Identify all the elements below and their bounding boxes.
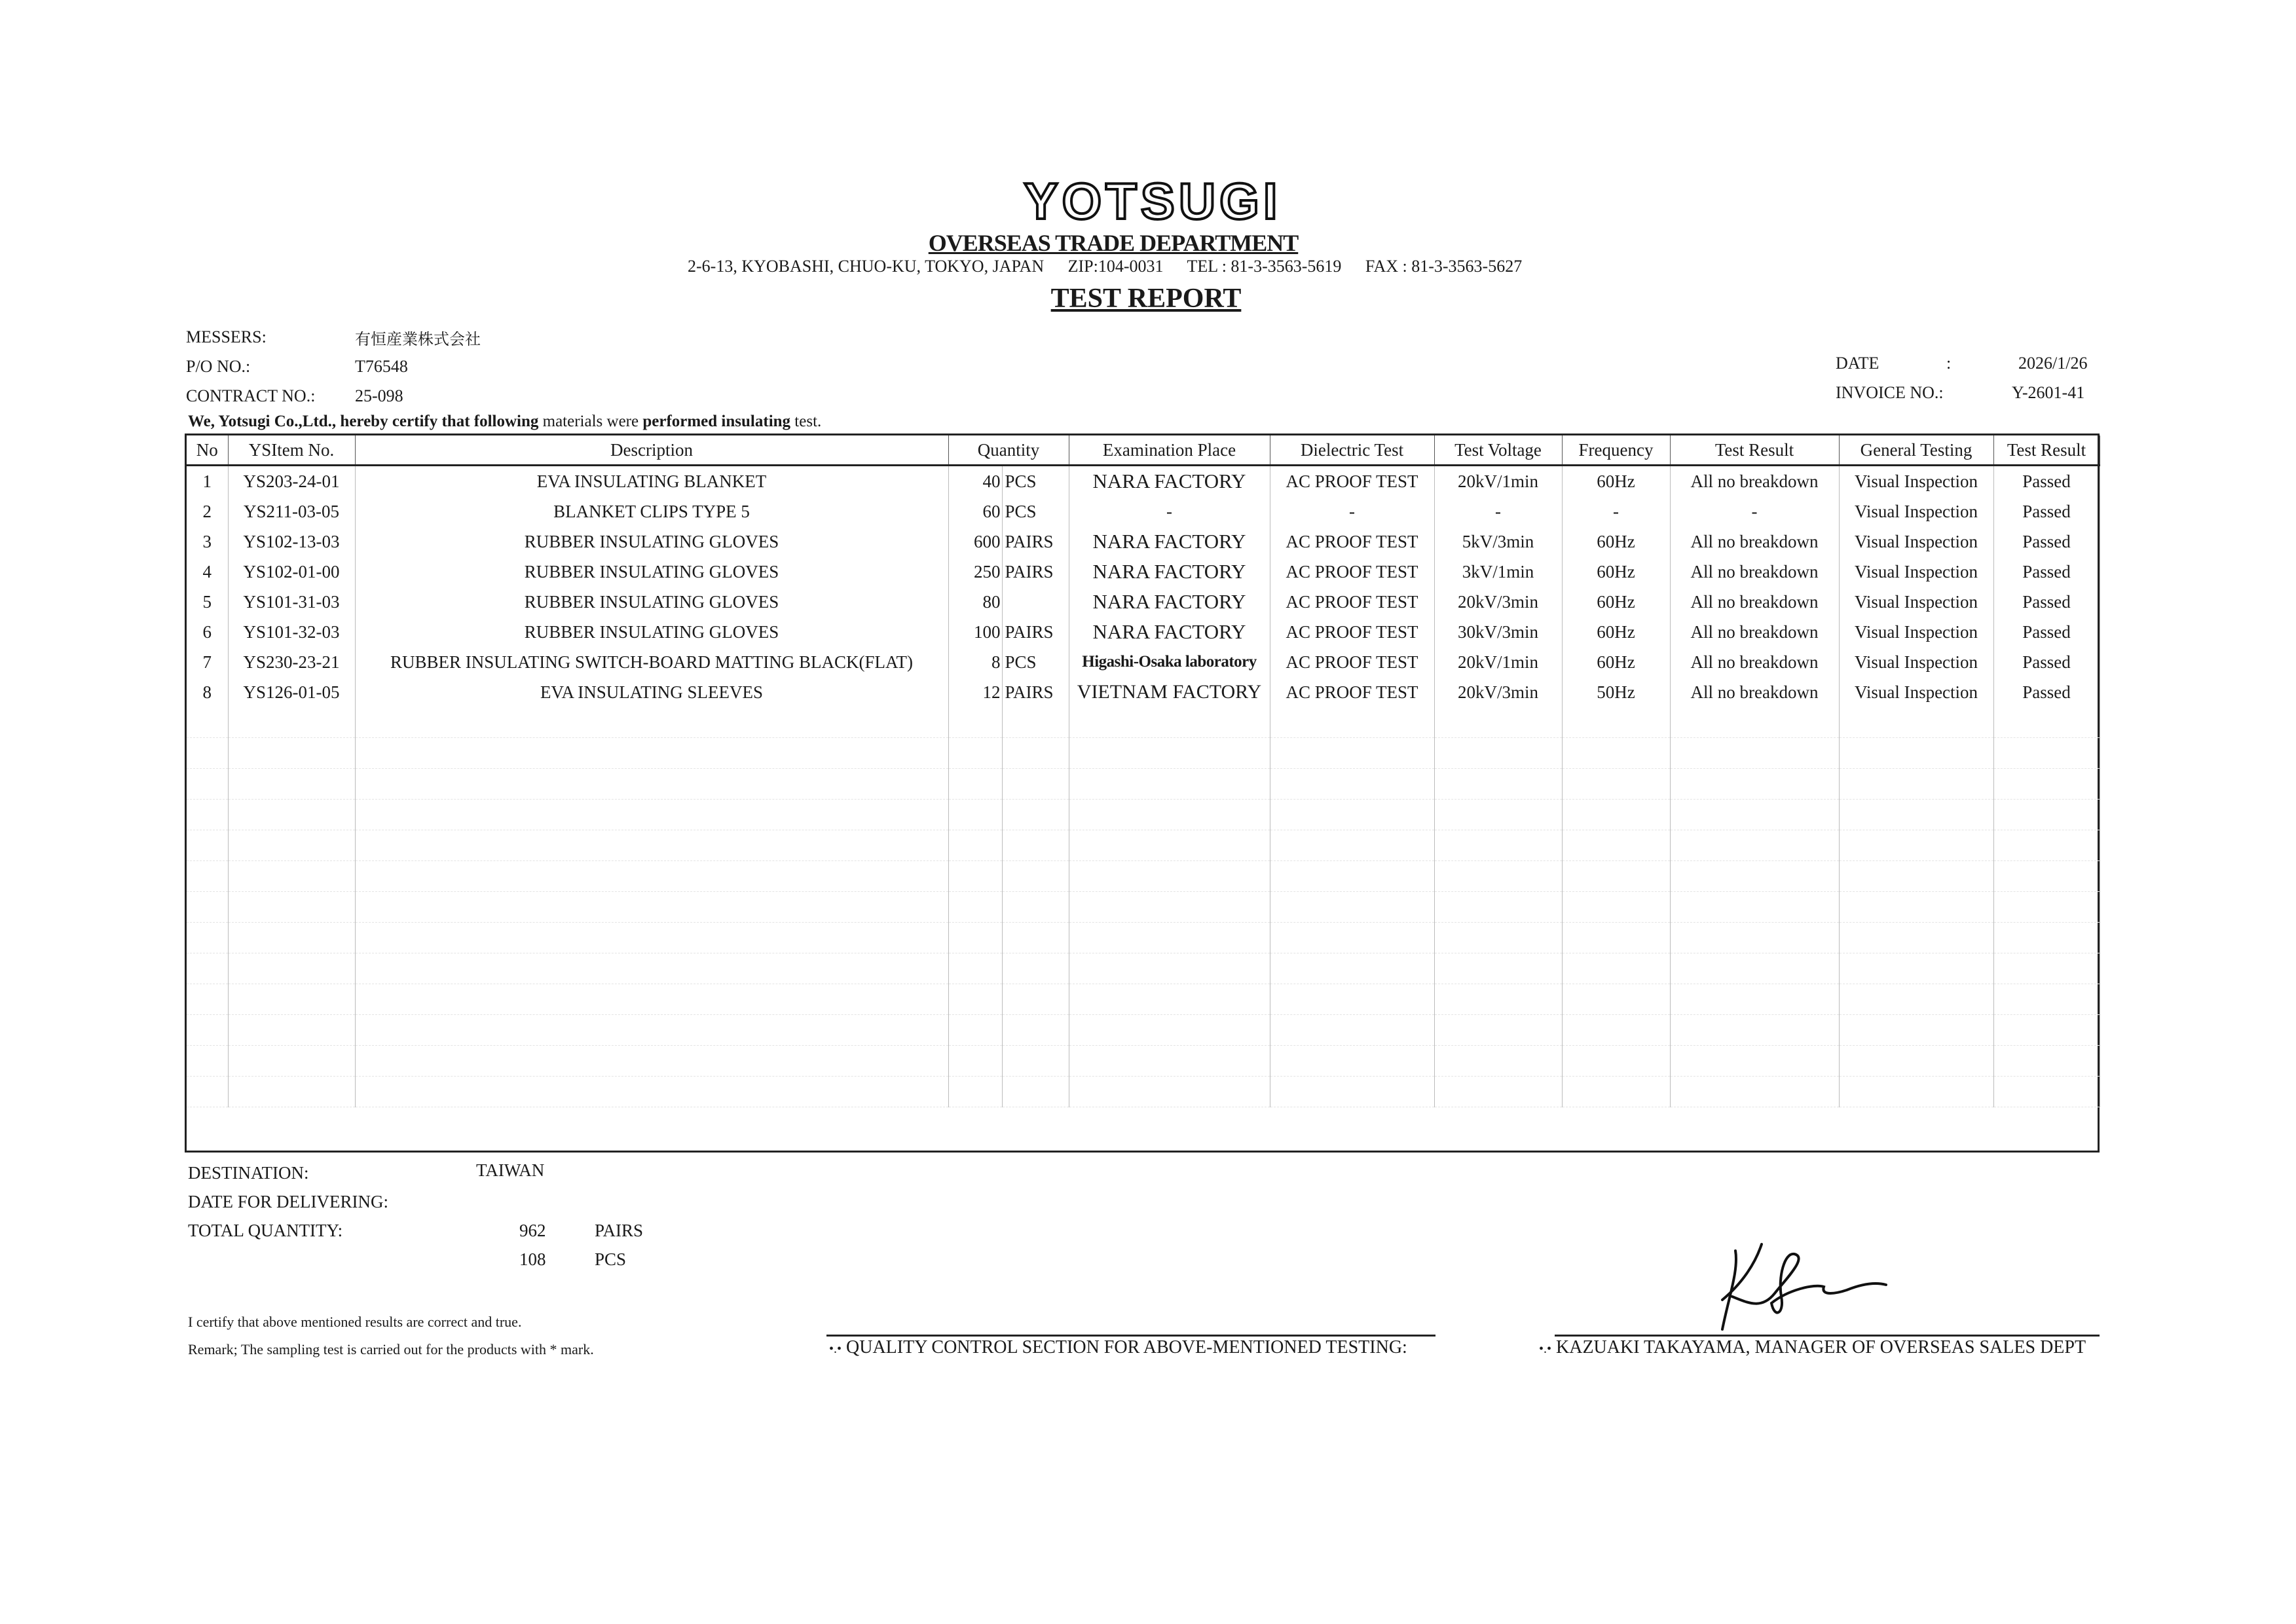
col-header-test-result-2: Test Result — [1993, 435, 2100, 466]
row-item-no: YS211-03-05 — [228, 496, 355, 526]
po-value: T76548 — [355, 357, 408, 376]
delivery-date-label: DATE FOR DELIVERING: — [188, 1192, 388, 1211]
empty-row — [187, 861, 2100, 892]
row-item-no: YS126-01-05 — [228, 677, 355, 707]
row-unit: PAIRS — [1002, 617, 1069, 647]
row-final-result: Passed — [1993, 496, 2100, 526]
empty-row — [187, 892, 2100, 923]
row-dielectric-test: AC PROOF TEST — [1270, 647, 1434, 677]
row-frequency: 60Hz — [1562, 647, 1670, 677]
row-quantity: 600 — [948, 526, 1002, 557]
row-description: EVA INSULATING SLEEVES — [355, 677, 948, 707]
certify-part-3: performed insulating — [642, 413, 791, 430]
row-test-result: All no breakdown — [1670, 617, 1839, 647]
total-quantity-label: TOTAL QUANTITY: — [188, 1221, 343, 1240]
table-row — [187, 647, 2100, 677]
row-general-testing: Visual Inspection — [1839, 526, 1993, 557]
table-row — [187, 557, 2100, 587]
logo-wordmark: YOTSUGI — [1024, 175, 1282, 228]
row-general-testing: Visual Inspection — [1839, 617, 1993, 647]
date-label: DATE — [1836, 354, 1879, 373]
total-pcs-value: 108 — [519, 1249, 546, 1269]
row-final-result: Passed — [1993, 587, 2100, 617]
row-examination-place: VIETNAM FACTORY — [1069, 677, 1270, 707]
row-test-result: All no breakdown — [1670, 466, 1839, 497]
row-quantity: 8 — [948, 647, 1002, 677]
row-examination-place: NARA FACTORY — [1069, 587, 1270, 617]
row-dielectric-test: AC PROOF TEST — [1270, 557, 1434, 587]
row-description: RUBBER INSULATING GLOVES — [355, 587, 948, 617]
row-description: BLANKET CLIPS TYPE 5 — [355, 496, 948, 526]
qc-section-text: QUALITY CONTROL SECTION FOR ABOVE-MENTIONED TESTING: — [846, 1337, 1407, 1357]
row-general-testing: Visual Inspection — [1839, 647, 1993, 677]
row-item-no: YS101-32-03 — [228, 617, 355, 647]
row-description: RUBBER INSULATING GLOVES — [355, 617, 948, 647]
row-no: 1 — [187, 466, 228, 497]
col-header-dielectric-test: Dielectric Test — [1270, 435, 1434, 466]
contract-value: 25-098 — [355, 386, 403, 405]
row-test-result: All no breakdown — [1670, 587, 1839, 617]
row-final-result: Passed — [1993, 617, 2100, 647]
total-pairs-unit: PAIRS — [595, 1221, 644, 1240]
empty-row — [187, 1046, 2100, 1077]
table-row — [187, 496, 2100, 526]
row-general-testing: Visual Inspection — [1839, 587, 1993, 617]
col-header-description: Description — [355, 435, 948, 466]
row-general-testing: Visual Inspection — [1839, 557, 1993, 587]
manager-signature-line — [1555, 1335, 2100, 1337]
col-header-quantity: Quantity — [948, 435, 1069, 466]
table-row — [187, 526, 2100, 557]
page-title: TEST REPORT — [1050, 284, 1242, 314]
row-general-testing: Visual Inspection — [1839, 677, 1993, 707]
handwritten-signature — [1709, 1238, 1893, 1336]
row-frequency: 60Hz — [1562, 557, 1670, 587]
row-test-result: All no breakdown — [1670, 526, 1839, 557]
row-unit — [1002, 587, 1069, 617]
row-dielectric-test: AC PROOF TEST — [1270, 466, 1434, 497]
col-header-item: YSItem No. — [228, 435, 355, 466]
row-test-voltage: 30kV/3min — [1434, 617, 1562, 647]
row-test-result: All no breakdown — [1670, 677, 1839, 707]
col-header-general-testing: General Testing — [1839, 435, 1993, 466]
row-examination-place: - — [1069, 496, 1270, 526]
row-frequency: 60Hz — [1562, 617, 1670, 647]
row-frequency: 60Hz — [1562, 526, 1670, 557]
row-dielectric-test: AC PROOF TEST — [1270, 677, 1434, 707]
row-item-no: YS102-13-03 — [228, 526, 355, 557]
row-no: 2 — [187, 496, 228, 526]
row-quantity: 60 — [948, 496, 1002, 526]
test-report-table — [185, 434, 2100, 1153]
empty-row — [187, 830, 2100, 861]
contract-label: CONTRACT NO.: — [186, 386, 316, 405]
row-item-no: YS101-31-03 — [228, 587, 355, 617]
row-description: RUBBER INSULATING GLOVES — [355, 557, 948, 587]
certify-note: I certify that above mentioned results are correct and true. — [188, 1314, 522, 1330]
invoice-label: INVOICE NO.: — [1836, 383, 1944, 402]
invoice-value: Y-2601-41 — [2012, 383, 2085, 402]
department-name: OVERSEAS TRADE DEPARTMENT — [928, 230, 1299, 256]
col-header-no: No — [187, 435, 228, 466]
row-test-voltage: 20kV/1min — [1434, 466, 1562, 497]
row-test-voltage: 20kV/1min — [1434, 647, 1562, 677]
destination-label: DESTINATION: — [188, 1163, 309, 1183]
qc-signature-line — [826, 1335, 1435, 1337]
empty-row — [187, 707, 2100, 738]
row-test-result: All no breakdown — [1670, 557, 1839, 587]
row-final-result: Passed — [1993, 677, 2100, 707]
row-item-no: YS230-23-21 — [228, 647, 355, 677]
date-separator: : — [1946, 354, 1952, 373]
row-test-voltage: 20kV/3min — [1434, 587, 1562, 617]
row-description: EVA INSULATING BLANKET — [355, 466, 948, 497]
row-no: 5 — [187, 587, 228, 617]
row-test-result: All no breakdown — [1670, 647, 1839, 677]
row-unit: PAIRS — [1002, 526, 1069, 557]
fax: FAX : 81-3-3563-5627 — [1365, 257, 1523, 276]
col-header-test-voltage: Test Voltage — [1434, 435, 1562, 466]
certify-part-2: materials were — [538, 413, 643, 430]
col-header-frequency: Frequency — [1562, 435, 1670, 466]
messers-value: 有恒産業株式会社 — [355, 330, 481, 348]
row-dielectric-test: AC PROOF TEST — [1270, 526, 1434, 557]
empty-row — [187, 1107, 2100, 1108]
certify-part-1: We, Yotsugi Co.,Ltd., hereby certify that following — [188, 413, 539, 430]
row-examination-place: NARA FACTORY — [1069, 557, 1270, 587]
total-pairs-value: 962 — [519, 1221, 546, 1240]
empty-row — [187, 1015, 2100, 1046]
total-pcs-unit: PCS — [595, 1249, 627, 1269]
yotsugi-logo — [1022, 175, 1284, 228]
date-value: 2026/1/26 — [2018, 354, 2088, 373]
row-description: RUBBER INSULATING SWITCH-BOARD MATTING BLACK(FLAT) — [355, 647, 948, 677]
zip-code: ZIP:104-0031 — [1067, 257, 1164, 276]
row-unit: PCS — [1002, 466, 1069, 497]
row-quantity: 40 — [948, 466, 1002, 497]
qc-section-caption — [829, 1337, 1407, 1358]
empty-row — [187, 738, 2100, 769]
row-frequency: 60Hz — [1562, 466, 1670, 497]
empty-row — [187, 923, 2100, 953]
row-quantity: 100 — [948, 617, 1002, 647]
row-no: 6 — [187, 617, 228, 647]
row-test-voltage: - — [1434, 496, 1562, 526]
telephone: TEL : 81-3-3563-5619 — [1187, 257, 1342, 276]
row-unit: PCS — [1002, 647, 1069, 677]
row-quantity: 12 — [948, 677, 1002, 707]
col-header-examination-place: Examination Place — [1069, 435, 1270, 466]
empty-row — [187, 984, 2100, 1015]
table-row — [187, 677, 2100, 707]
row-frequency: - — [1562, 496, 1670, 526]
row-general-testing: Visual Inspection — [1839, 496, 1993, 526]
row-no: 7 — [187, 647, 228, 677]
empty-row — [187, 1077, 2100, 1107]
row-examination-place: NARA FACTORY — [1069, 526, 1270, 557]
destination-value: TAIWAN — [476, 1160, 545, 1180]
manager-caption — [1539, 1337, 2100, 1358]
empty-row — [187, 769, 2100, 800]
row-item-no: YS102-01-00 — [228, 557, 355, 587]
qc-bullet: •.• — [829, 1342, 842, 1356]
row-quantity: 80 — [948, 587, 1002, 617]
row-frequency: 50Hz — [1562, 677, 1670, 707]
row-unit: PCS — [1002, 496, 1069, 526]
po-label: P/O NO.: — [186, 357, 251, 376]
empty-row — [187, 953, 2100, 984]
row-item-no: YS203-24-01 — [228, 466, 355, 497]
certify-part-4: test. — [790, 413, 822, 430]
row-final-result: Passed — [1993, 557, 2100, 587]
row-quantity: 250 — [948, 557, 1002, 587]
row-unit: PAIRS — [1002, 557, 1069, 587]
row-examination-place: NARA FACTORY — [1069, 617, 1270, 647]
table-row — [187, 587, 2100, 617]
row-unit: PAIRS — [1002, 677, 1069, 707]
row-test-voltage: 20kV/3min — [1434, 677, 1562, 707]
row-test-voltage: 5kV/3min — [1434, 526, 1562, 557]
row-general-testing: Visual Inspection — [1839, 466, 1993, 497]
manager-bullet: •.• — [1539, 1342, 1552, 1356]
row-no: 3 — [187, 526, 228, 557]
certification-statement — [188, 413, 821, 431]
table-row — [187, 466, 2100, 497]
col-header-test-result: Test Result — [1670, 435, 1839, 466]
table-row — [187, 617, 2100, 647]
table-header-row — [187, 435, 2100, 466]
row-test-voltage: 3kV/1min — [1434, 557, 1562, 587]
company-address — [688, 257, 1542, 276]
row-dielectric-test: AC PROOF TEST — [1270, 587, 1434, 617]
row-description: RUBBER INSULATING GLOVES — [355, 526, 948, 557]
row-test-result: - — [1670, 496, 1839, 526]
street-address: 2-6-13, KYOBASHI, CHUO-KU, TOKYO, JAPAN — [688, 257, 1045, 276]
row-examination-place: Higashi-Osaka laboratory — [1069, 647, 1270, 677]
sampling-remark: Remark; The sampling test is carried out for the products with * mark. — [188, 1341, 594, 1357]
row-final-result: Passed — [1993, 526, 2100, 557]
messers-label: MESSERS: — [186, 327, 267, 346]
row-final-result: Passed — [1993, 466, 2100, 497]
row-dielectric-test: AC PROOF TEST — [1270, 617, 1434, 647]
row-no: 8 — [187, 677, 228, 707]
manager-name-title: KAZUAKI TAKAYAMA, MANAGER OF OVERSEAS SALES DEPT — [1556, 1337, 2086, 1357]
row-dielectric-test: - — [1270, 496, 1434, 526]
row-no: 4 — [187, 557, 228, 587]
row-examination-place: NARA FACTORY — [1069, 466, 1270, 497]
row-frequency: 60Hz — [1562, 587, 1670, 617]
row-final-result: Passed — [1993, 647, 2100, 677]
empty-row — [187, 800, 2100, 830]
